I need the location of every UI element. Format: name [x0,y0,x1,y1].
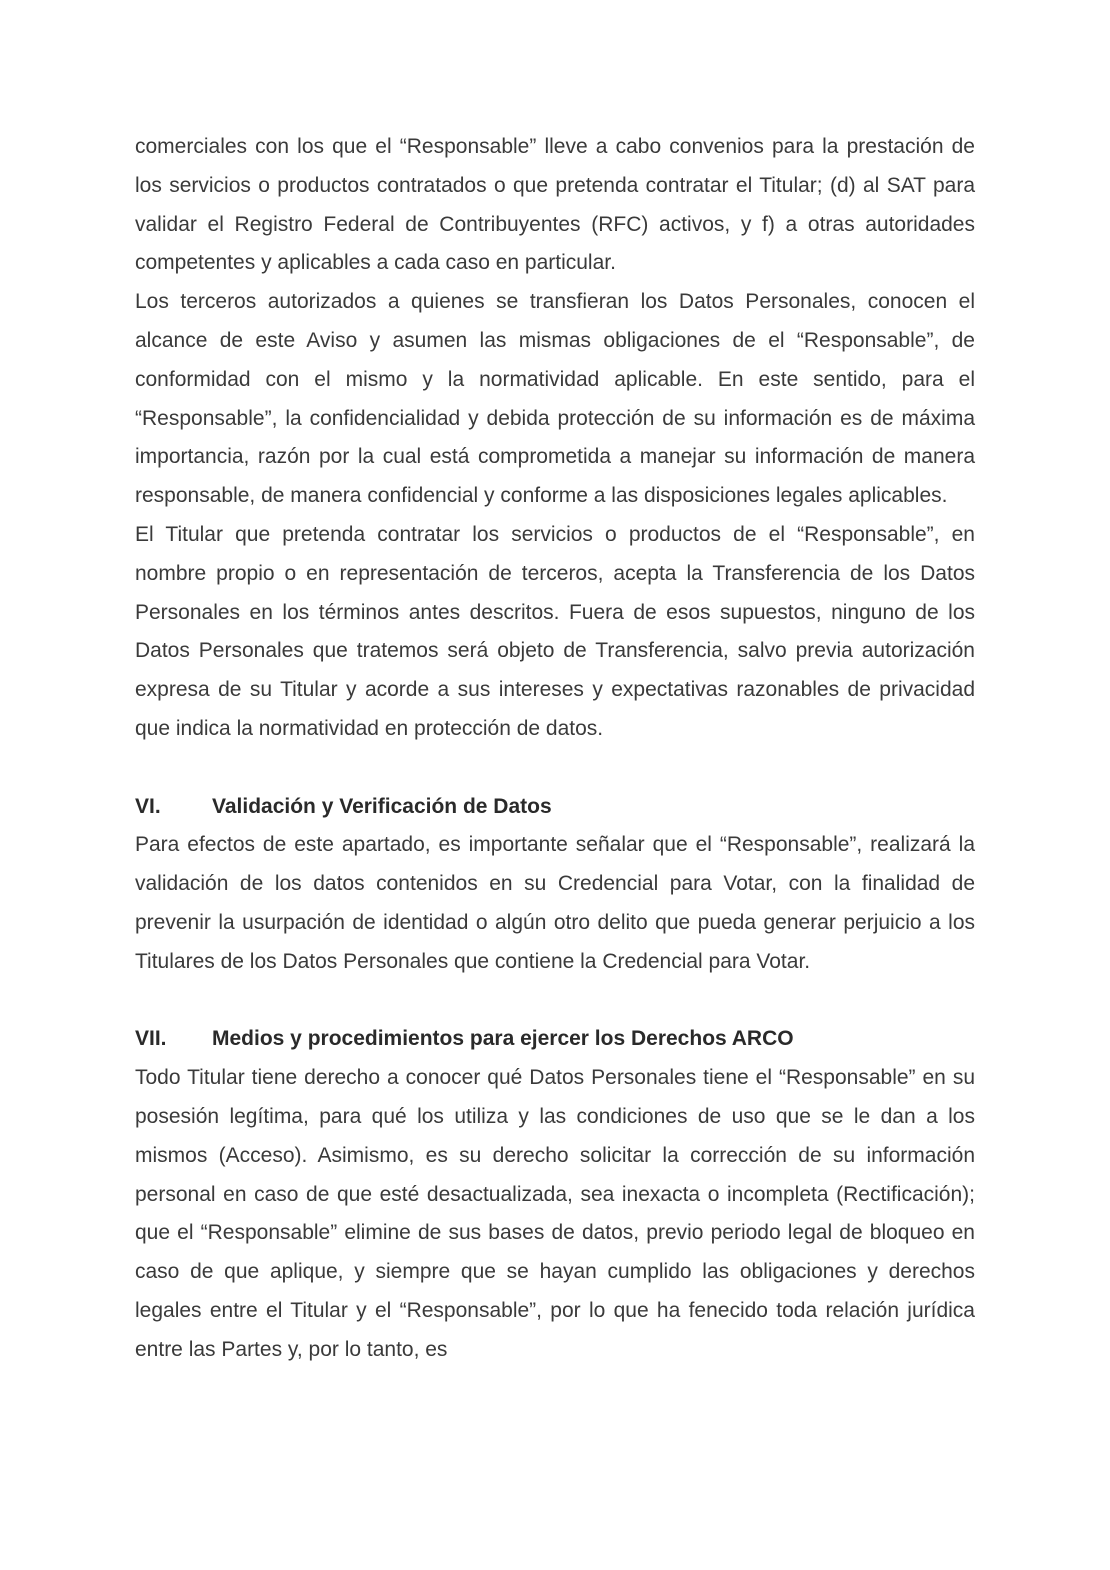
document-page [135,128,975,1370]
section-title: Validación y Verificación de Datos [212,794,552,818]
section-heading-vii [135,1020,975,1059]
section-title: Medios y procedimientos para ejercer los Derechos ARCO [212,1027,794,1051]
body-paragraph: comerciales con los que el “Responsable” lleve a cabo convenios para la prestación de los servicios o productos contratados o que pretenda contratar el Titular; (d) al SAT para validar el Registro Federal de Contribuyentes (RFC) activos, y f) a otras autoridades competentes y aplicables a cada caso en particular. [135,135,975,275]
body-paragraph: Los terceros autorizados a quienes se transfieran los Datos Personales, conocen el alcance de este Aviso y asumen las mismas obligaciones de el “Responsable”, de conformidad con el mismo y la normatividad aplicable. En este sentido, para el “Responsable”, la confidencialidad y debida protección de su información es de máxima importancia, razón por la cual está comprometida a manejar su información de manera responsable, de manera confidencial y conforme a las disposiciones legales aplicables. [135,290,975,508]
section-number: VI. [135,794,161,818]
body-paragraph: Para efectos de este apartado, es importante señalar que el “Responsable”, realizará la validación de los datos contenidos en su Credencial para Votar, con la finalidad de prevenir la usurpación de identidad o algún otro delito que pueda generar perjuicio a los Titulares de los Datos Personales que contiene la Credencial para Votar. [135,833,975,973]
body-paragraph: El Titular que pretenda contratar los servicios o productos de el “Responsable”, en nombre propio o en representación de terceros, acepta la Transferencia de los Datos Personales en los términos antes descritos. Fuera de esos supuestos, ninguno de los Datos Personales que tratemos será objeto de Transferencia, salvo previa autorización expresa de su Titular y acorde a sus intereses y expectativas razonables de privacidad que indica la normatividad en protección de datos. [135,522,975,740]
section-heading-vi [135,788,975,827]
body-paragraph: Todo Titular tiene derecho a conocer qué Datos Personales tiene el “Responsable” en su posesión legítima, para qué los utiliza y las condiciones de uso que se le dan a los mismos (Acceso). Asimismo, es su derecho solicitar la corrección de su información personal en caso de que esté desactualizada, sea inexacta o incompleta (Rectificación); que el “Responsable” elimine de sus bases de datos, previo periodo legal de bloqueo en caso de que aplique, y siempre que se hayan cumplido las obligaciones y derechos legales entre el Titular y el “Responsable”, por lo que ha fenecido toda relación jurídica entre las Partes y, por lo tanto, es [135,1066,975,1361]
section-number: VII. [135,1027,167,1051]
